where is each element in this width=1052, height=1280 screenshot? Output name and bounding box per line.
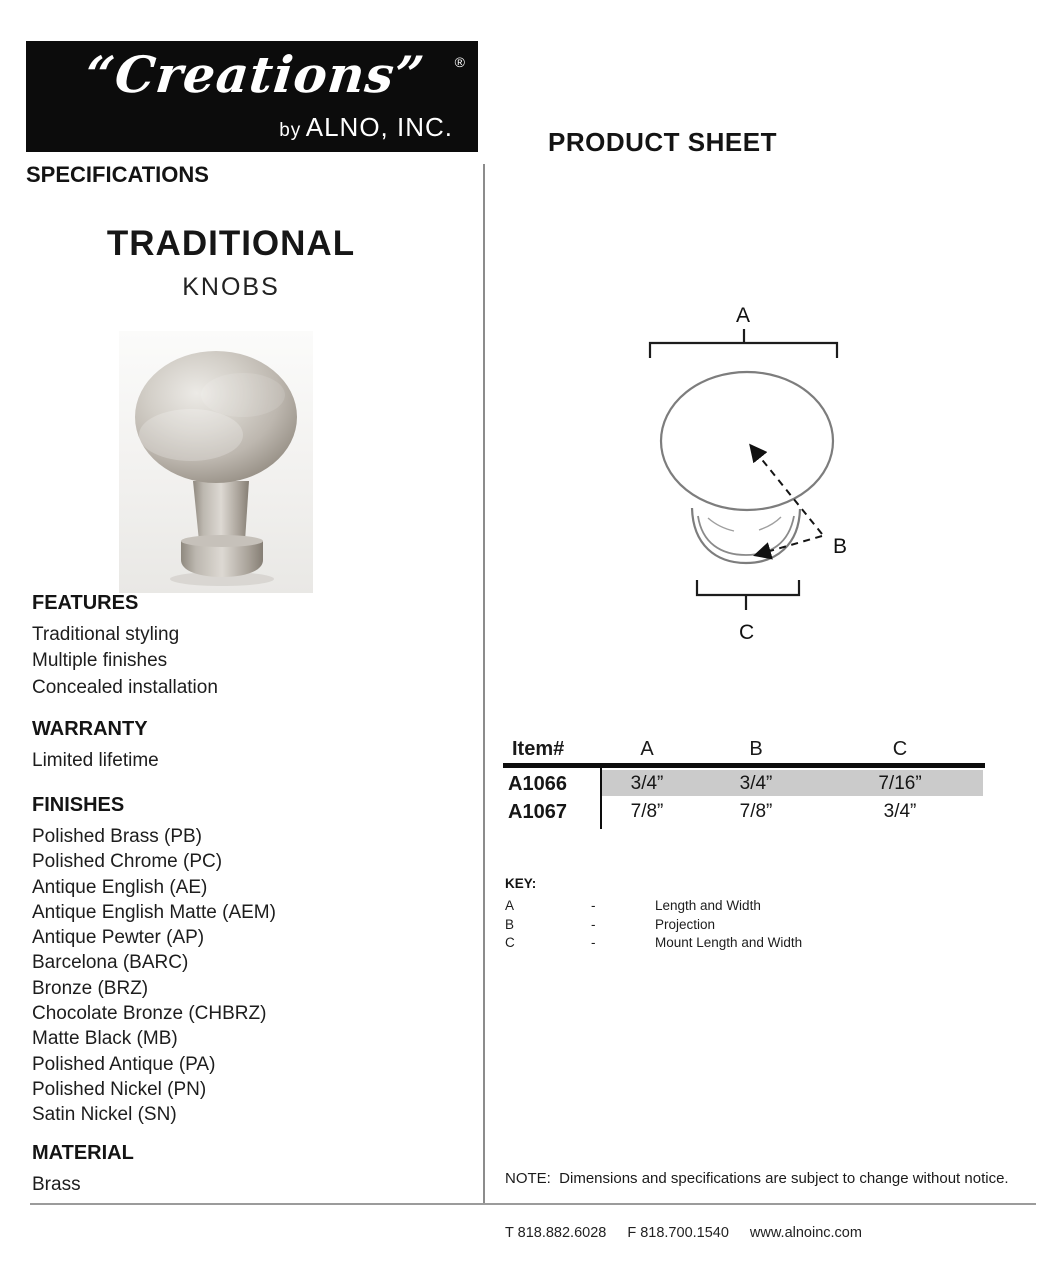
product-title: TRADITIONAL (106, 224, 356, 263)
table-cell: 7/8” (739, 801, 773, 822)
key-dash: - (591, 898, 596, 913)
material-text: Brass (32, 1174, 81, 1195)
finishes-section (32, 794, 276, 1128)
table-row-item-number: A1066 (508, 773, 567, 795)
brand-logo-byline (279, 112, 453, 143)
table-cell: 3/4” (883, 801, 917, 822)
key-letter: A (505, 898, 515, 913)
footer-fax: F 818.700.1540 (627, 1225, 729, 1241)
finish-item: Antique English (AE) (32, 876, 208, 898)
product-title-block (0, 224, 462, 302)
footer-contact (505, 1225, 862, 1241)
table-header-item: Item# (512, 738, 565, 760)
material-section (32, 1142, 134, 1198)
finish-item: Antique English Matte (AEM) (32, 901, 276, 923)
dim-label-b: B (833, 535, 848, 558)
finish-item: Polished Chrome (PC) (32, 851, 223, 873)
key-heading: KEY: (505, 876, 537, 891)
document-type-heading: PRODUCT SHEET (548, 127, 777, 157)
material-heading: MATERIAL (32, 1142, 134, 1164)
table-cell: 3/4” (630, 773, 664, 794)
warranty-section (32, 718, 159, 774)
dim-label-c: C (739, 621, 755, 644)
key-letter: B (505, 916, 515, 932)
table-cell: 7/8” (630, 801, 664, 822)
feature-item: Concealed installation (32, 676, 218, 698)
finish-item: Satin Nickel (SN) (32, 1104, 177, 1126)
finish-item: Bronze (BRZ) (32, 977, 149, 999)
key-letter: C (505, 935, 515, 951)
finish-item: Polished Antique (PA) (32, 1053, 216, 1075)
key-section (505, 876, 925, 953)
dimension-diagram (600, 295, 900, 645)
footer-phone: T 818.882.6028 (505, 1225, 607, 1241)
footer-rule (30, 1203, 1036, 1205)
features-heading: FEATURES (32, 592, 139, 614)
key-description: Projection (655, 916, 716, 932)
key-row (505, 897, 925, 916)
finish-item: Polished Brass (PB) (32, 826, 203, 847)
finishes-heading: FINISHES (32, 794, 125, 816)
key-description: Mount Length and Width (655, 935, 803, 951)
dimensions-table (503, 738, 985, 838)
key-dash: - (591, 916, 596, 932)
finish-item: Barcelona (BARC) (32, 952, 189, 974)
byline-company: ALNO, INC. (305, 112, 453, 142)
finish-item: Antique Pewter (AP) (32, 927, 205, 949)
table-header-rule (503, 763, 985, 768)
byline-by: by (279, 120, 302, 141)
table-cell: 3/4” (739, 773, 773, 794)
column-divider (483, 164, 485, 1205)
disclaimer-note: NOTE: Dimensions and specifications are subject to change without notice. (505, 1170, 1009, 1187)
specifications-heading: SPECIFICATIONS (26, 162, 209, 187)
table-header-b: B (749, 738, 763, 760)
key-dash: - (591, 935, 596, 951)
dim-label-a: A (736, 304, 751, 327)
key-description: Length and Width (655, 898, 761, 913)
brand-logo (26, 41, 478, 152)
finish-item: Polished Nickel (PN) (32, 1078, 207, 1100)
table-cell: 7/16” (878, 773, 922, 794)
finish-item: Matte Black (MB) (32, 1028, 178, 1050)
brand-logo-script: “Creations” (82, 45, 428, 104)
feature-item: Traditional styling (32, 624, 180, 645)
warranty-heading: WARRANTY (32, 718, 148, 740)
product-subtitle: KNOBS (182, 273, 280, 301)
table-header-a: A (640, 738, 654, 760)
finish-item: Chocolate Bronze (CHBRZ) (32, 1003, 267, 1025)
key-row (505, 934, 925, 953)
footer-website: www.alnoinc.com (749, 1225, 862, 1241)
key-row (505, 916, 925, 935)
feature-item: Multiple finishes (32, 650, 168, 672)
registered-trademark-icon: ® (454, 54, 465, 70)
table-row-item-number: A1067 (508, 801, 567, 823)
knob-photo-graphic (119, 331, 313, 593)
table-column-divider (600, 763, 602, 829)
table-header-c: C (892, 738, 908, 760)
warranty-text: Limited lifetime (32, 750, 159, 771)
product-photo (119, 331, 313, 593)
features-section (32, 592, 218, 701)
